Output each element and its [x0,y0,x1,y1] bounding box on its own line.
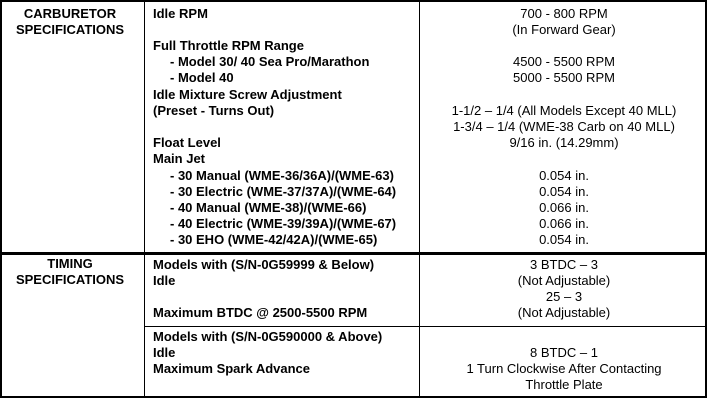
timing1-desc-1: Idle [153,273,176,288]
carb-desc-3: - Model 30/ 40 Sea Pro/Marathon [170,54,370,69]
timing2-desc-0: Models with (S/N-0G590000 & Above) [153,329,383,344]
column-divider-2 [419,0,420,398]
carb-val-10: 0.054 in. [539,168,589,183]
timing-section-title [0,256,140,288]
carb-desc-6: (Preset - Turns Out) [153,103,275,118]
carburetor-title-line1: CARBURETOR [23,6,117,21]
timing-title-line2: SPECIFICATIONS [15,272,125,287]
carb-val-0: 700 - 800 RPM [520,6,608,21]
section-divider [0,252,707,255]
carb-val-4: 5000 - 5500 RPM [513,70,615,85]
carb-val-8: 9/16 in. (14.29mm) [509,135,619,150]
carb-desc-8: Float Level [153,135,221,150]
carb-val-13: 0.066 in. [539,216,589,231]
timing1-val-3: (Not Adjustable) [517,305,611,320]
timing2-desc-2: Maximum Spark Advance [153,361,311,376]
carb-desc-9: Main Jet [153,151,206,166]
carb-desc-10: - 30 Manual (WME-36/36A)/(WME-63) [170,168,394,183]
carb-desc-12: - 40 Manual (WME-38)/(WME-66) [170,200,367,215]
carb-desc-2: Full Throttle RPM Range [153,38,304,53]
carb-val-12: 0.066 in. [539,200,589,215]
timing2-desc-1: Idle [153,345,176,360]
timing1-desc-0: Models with (S/N-0G59999 & Below) [153,257,375,272]
carburetor-section-title [0,6,140,38]
timing2-val-1: 8 BTDC – 1 [530,345,598,360]
carb-val-1: (In Forward Gear) [512,22,616,37]
timing-title-line1: TIMING [47,256,93,271]
carb-desc-11: - 30 Electric (WME-37/37A)/(WME-64) [170,184,397,199]
carb-desc-4: - Model 40 [170,70,234,85]
timing-block-divider [144,326,707,327]
timing2-val-3: Throttle Plate [525,377,603,392]
column-divider-1 [144,0,145,398]
carb-val-3: 4500 - 5500 RPM [513,54,615,69]
carb-desc-5: Idle Mixture Screw Adjustment [153,87,342,102]
carb-val-6: 1-1/2 – 1/4 (All Models Except 40 MLL) [451,103,677,118]
timing2-val-2: 1 Turn Clockwise After Contacting [466,361,662,376]
timing1-val-2: 25 – 3 [545,289,583,304]
carb-val-7: 1-3/4 – 1/4 (WME-38 Carb on 40 MLL) [453,119,675,134]
carburetor-title-line2: SPECIFICATIONS [15,22,125,37]
timing1-desc-3: Maximum BTDC @ 2500-5500 RPM [153,305,368,320]
carb-desc-14: - 30 EHO (WME-42/42A)/(WME-65) [170,232,378,247]
carb-val-14: 0.054 in. [539,232,589,247]
timing1-val-0: 3 BTDC – 3 [530,257,598,272]
timing1-val-1: (Not Adjustable) [517,273,611,288]
carb-desc-0: Idle RPM [153,6,208,21]
carb-val-11: 0.054 in. [539,184,589,199]
carb-desc-13: - 40 Electric (WME-39/39A)/(WME-67) [170,216,397,231]
